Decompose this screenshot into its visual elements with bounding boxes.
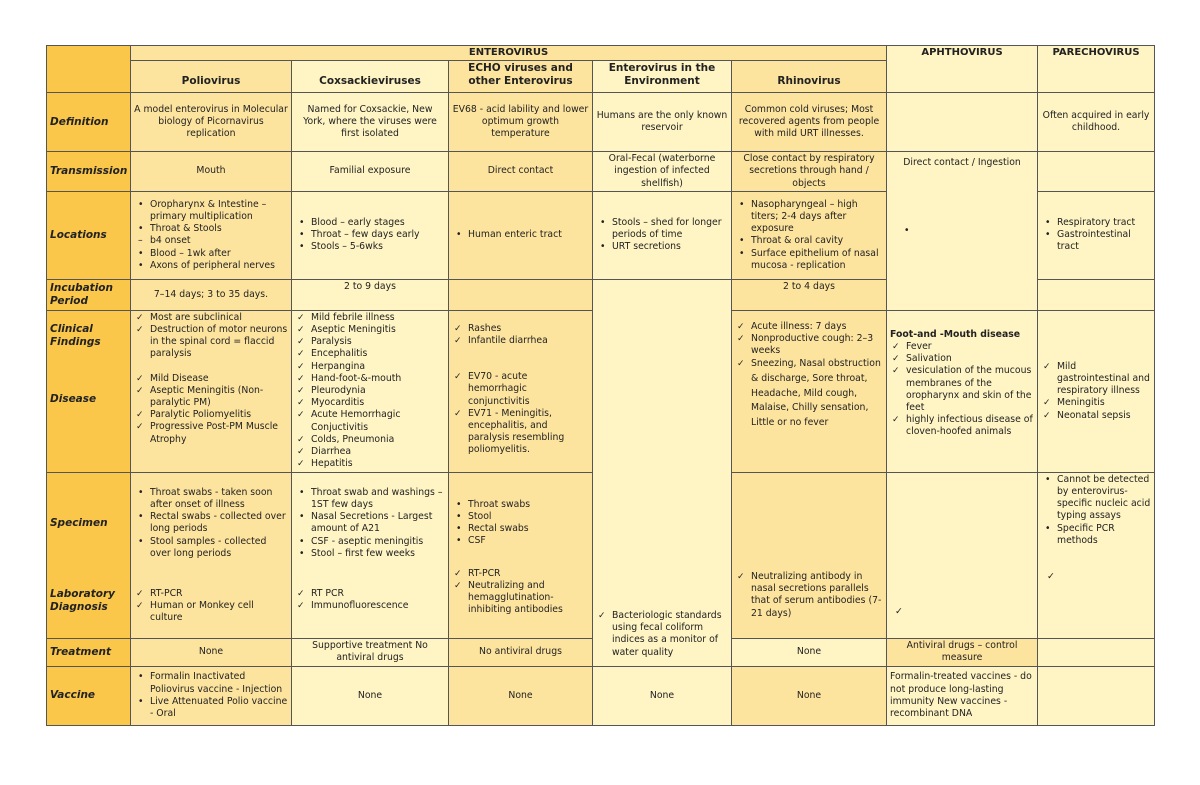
list-item: • Blood – 1wk after (134, 248, 288, 260)
incubation-coxsackie: 2 to 9 days (292, 279, 449, 310)
row-label-vaccine: Vaccine (47, 666, 131, 725)
locations-coxsackie (292, 191, 449, 279)
list-item: ✓ Herpangina (295, 361, 445, 373)
list-item: ✓ Paralysis (295, 336, 445, 348)
aphtho-locations-bullet: • (904, 225, 910, 237)
definition-parecho: Often acquired in early childhood. (1038, 93, 1155, 152)
list-item: ✓ Neonatal sepsis (1041, 410, 1151, 422)
definition-polio: A model enterovirus in Molecular biology of Picornavirus replication (131, 93, 292, 152)
vaccine-parecho (1038, 666, 1155, 725)
clinical-disease-echo (449, 310, 593, 472)
definition-coxsackie: Named for Coxsackie, New York, where the viruses were first isolated (292, 93, 449, 152)
definition-echo: EV68 - acid lability and lower optimum growth temperature (449, 93, 593, 152)
lab-environment-item: ✓ Bacteriologic standards using fecal coliform indices as a monitor of water quality (596, 610, 728, 659)
locations-rhino (732, 191, 887, 279)
treatment-coxsackie: Supportive treatment No antiviral drugs (292, 638, 449, 666)
vaccine-aphtho: Formalin-treated vaccines - do not produce long-lasting immunity New vaccines - recombinant DNA (887, 666, 1038, 725)
list-item: • Stool (452, 511, 589, 523)
treatment-polio: None (131, 638, 292, 666)
incubation-echo (449, 279, 593, 310)
list-item: ✓ Fever (890, 341, 1034, 353)
list-item: • Oropharynx & Intestine – primary multiplication (134, 199, 288, 223)
list-item: ✓ Acute Hemorrhagic Conjuctivitis (295, 409, 445, 433)
list-item: • Cannot be detected by enterovirus-specific nucleic acid typing assays (1041, 474, 1151, 523)
transmission-echo: Direct contact (449, 152, 593, 192)
rhinovirus-header: Rhinovirus (732, 61, 887, 93)
specimen-lab-polio (131, 472, 292, 638)
transmission-aphtho: Direct contact / Ingestion (903, 157, 1021, 169)
list-item: ✓ Progressive Post-PM Muscle Atrophy (134, 421, 288, 445)
row-label-disease: Disease (50, 392, 97, 405)
row-label-treatment: Treatment (47, 638, 131, 666)
list-item: • Respiratory tract (1041, 217, 1151, 229)
incubation-rhino: 2 to 4 days (732, 279, 887, 310)
list-item: ✓ Aseptic Meningitis (Non-paralytic PM) (134, 385, 288, 409)
row-label-specimen: Specimen (50, 516, 108, 529)
list-item: • Nasal Secretions - Largest amount of A21 (295, 511, 445, 535)
corner-cell (47, 46, 131, 93)
clinical-disease-polio (131, 310, 292, 472)
list-item: • Rectal swabs - collected over long periods (134, 511, 288, 535)
list-item: • Throat & Stools (134, 223, 288, 235)
locations-polio (131, 191, 292, 279)
list-item: • URT secretions (596, 241, 728, 253)
list-item: • Gastrointestinal tract (1041, 229, 1151, 253)
specimen-lab-echo (449, 472, 593, 638)
transmission-rhino: Close contact by respiratory secretions through hand / objects (732, 152, 887, 192)
treatment-echo: No antiviral drugs (449, 638, 593, 666)
list-item: • Blood – early stages (295, 217, 445, 229)
aphtho-disease-title: Foot-and -Mouth disease (890, 328, 1021, 340)
vaccine-echo: None (449, 666, 593, 725)
parecho-lab-check: ✓ (1047, 571, 1055, 583)
incubation-polio: 7–14 days; 3 to 35 days. (131, 279, 292, 310)
list-item: ✓ Diarrhea (295, 446, 445, 458)
locations-environment (593, 191, 732, 279)
clinical-coxsackie (292, 310, 449, 472)
vaccine-rhino: None (732, 666, 887, 725)
list-item: ✓ RT PCR (295, 588, 445, 600)
list-item: ✓ RT-PCR (134, 588, 288, 600)
list-item: ✓ Neutralizing and hemagglutination-inhibiting antibodies (452, 580, 589, 617)
list-item: • Surface epithelium of nasal mucosa - replication (735, 248, 883, 272)
list-item: ✓ Hepatitis (295, 458, 445, 470)
list-item: • Rectal swabs (452, 523, 589, 535)
list-item: • Throat swabs - taken soon after onset of illness (134, 487, 288, 511)
list-item: ✓ Immunofluorescence (295, 600, 445, 612)
list-item: ✓ RT-PCR (452, 568, 589, 580)
list-item: ✓ Mild gastrointestinal and respiratory illness (1041, 361, 1151, 398)
definition-aphtho (887, 93, 1038, 152)
row-label-locations: Locations (47, 191, 131, 279)
incubation-aphtho (1038, 279, 1155, 310)
environment-merged (593, 279, 732, 666)
clinical-rhino (732, 310, 887, 472)
transmission-environment: Oral-Fecal (waterborne ingestion of infected shellfish) (593, 152, 732, 192)
list-item: • Stool samples - collected over long periods (134, 536, 288, 560)
aphthovirus-header: APHTHOVIRUS (887, 46, 1038, 93)
list-item: • Axons of peripheral nerves (134, 260, 288, 272)
clinical-aphtho (887, 310, 1038, 472)
aphtho-transmission-locations (887, 152, 1038, 311)
list-item: ✓ highly infectious disease of cloven-hoofed animals (890, 414, 1034, 438)
list-item: ✓ Destruction of motor neurons in the spinal cord = flaccid paralysis (134, 324, 288, 361)
enterovirus-group-header: ENTEROVIRUS (131, 46, 887, 61)
list-item: ✓ Neutralizing antibody in nasal secretions parallels that of serum antibodies (7-21 days) (735, 571, 883, 620)
list-item: • Stools – 5-6wks (295, 241, 445, 253)
list-item: • CSF (452, 535, 589, 547)
row-label-specimen-lab (47, 472, 131, 638)
environment-header: Enterovirus in the Environment (593, 61, 732, 93)
list-item: ✓ Aseptic Meningitis (295, 324, 445, 336)
lab-rhino (732, 472, 887, 638)
list-item: • Stool – first few weeks (295, 548, 445, 560)
parechovirus-header: PARECHOVIRUS (1038, 46, 1155, 93)
list-item: ✓ Encephalitis (295, 348, 445, 360)
list-item: ✓ Mild febrile illness (295, 312, 445, 324)
transmission-coxsackie: Familial exposure (292, 152, 449, 192)
list-item: • Throat – few days early (295, 229, 445, 241)
list-item: ✓ Myocarditis (295, 397, 445, 409)
list-item: • CSF - aseptic meningitis (295, 536, 445, 548)
list-item: • Throat & oral cavity (735, 235, 883, 247)
list-item: • Nasopharyngeal – high titers; 2-4 days after exposure (735, 199, 883, 236)
list-item: ✓ Most are subclinical (134, 312, 288, 324)
echo-header: ECHO viruses and other Enterovirus (449, 61, 593, 93)
lab-aphtho (887, 472, 1038, 638)
poliovirus-header: Poliovirus (131, 61, 292, 93)
list-item: • Throat swab and washings – 1ST few days (295, 487, 445, 511)
vaccine-polio (131, 666, 292, 725)
list-item: ✓ Mild Disease (134, 373, 288, 385)
treatment-aphtho (1038, 638, 1155, 666)
list-item: ✓ Infantile diarrhea (452, 335, 589, 347)
row-label-clinical: Clinical Findings (50, 322, 101, 348)
list-item: • Live Attenuated Polio vaccine - Oral (134, 696, 288, 720)
vaccine-coxsackie: None (292, 666, 449, 725)
treatment-rhino: Antiviral drugs – control measure (887, 638, 1038, 666)
definition-rhino: Common cold viruses; Most recovered agents from people with mild URT illnesses. (732, 93, 887, 152)
list-item: • Stools – shed for longer periods of time (596, 217, 728, 241)
list-item: ✓ Nonproductive cough: 2–3 weeks (735, 333, 883, 357)
list-item: ✓ vesiculation of the mucous membranes of the oropharynx and skin of the feet (890, 365, 1034, 414)
list-item: ✓ Acute illness: 7 days (735, 321, 883, 333)
treatment-environment: None (732, 638, 887, 666)
locations-echo (449, 191, 593, 279)
list-item: ✓ Colds, Pneumonia (295, 434, 445, 446)
coxsackie-header: Coxsackieviruses (292, 61, 449, 93)
list-item: ✓ Pleurodynia (295, 385, 445, 397)
row-label-clinical-disease (47, 310, 131, 472)
definition-environment: Humans are the only known reservoir (593, 93, 732, 152)
transmission-polio: Mouth (131, 152, 292, 192)
locations-parecho (1038, 191, 1155, 279)
disease-parecho (1038, 310, 1155, 472)
specimen-lab-parecho (1038, 472, 1155, 638)
list-item: • Throat swabs (452, 499, 589, 511)
list-item: • Formalin Inactivated Poliovirus vaccine - Injection (134, 671, 288, 695)
list-item: – b4 onset (134, 235, 288, 247)
transmission-parecho (1038, 152, 1155, 192)
virus-comparison-table (46, 45, 1155, 726)
row-label-definition: Definition (47, 93, 131, 152)
list-item: • Human enteric tract (452, 229, 589, 241)
row-label-incubation: Incubation Period (47, 279, 131, 310)
list-item: ✓ EV71 - Meningitis, encephalitis, and paralysis resembling poliomyelitis. (452, 408, 589, 457)
list-item: ✓ EV70 - acute hemorrhagic conjunctivitis (452, 371, 589, 408)
row-label-lab: Laboratory Diagnosis (50, 587, 116, 613)
vaccine-environment: None (593, 666, 732, 725)
list-item: • Specific PCR methods (1041, 523, 1151, 547)
list-item: ✓ Salivation (890, 353, 1034, 365)
row-label-transmission: Transmission (47, 152, 131, 192)
list-item: ✓ Paralytic Poliomyelitis (134, 409, 288, 421)
list-item: ✓ Human or Monkey cell culture (134, 600, 288, 624)
specimen-lab-coxsackie (292, 472, 449, 638)
aphtho-lab-check: ✓ (895, 605, 903, 617)
list-item: ✓ Meningitis (1041, 397, 1151, 409)
list-item: ✓ Rashes (452, 323, 589, 335)
list-item: ✓ Hand-foot-&-mouth (295, 373, 445, 385)
list-item: ✓ Sneezing, Nasal obstruction & discharge, Sore throat, Headache, Mild cough, Malaise, Chilly sensation, Little or no fever (735, 357, 883, 430)
